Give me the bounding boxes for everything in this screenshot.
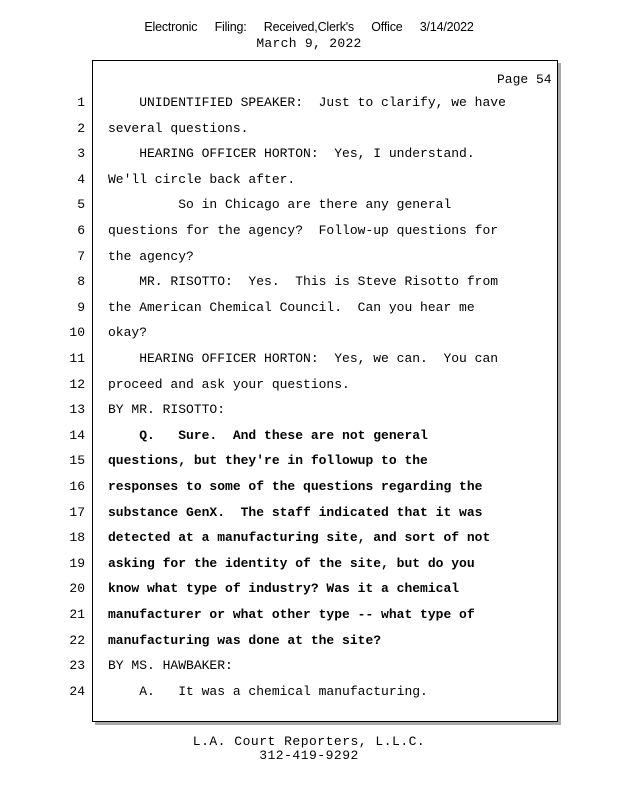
stamp-part: 3/14/2022 [419,20,474,34]
line-number: 20 [69,581,85,597]
transcript-line [0,477,618,497]
line-number: 14 [69,427,85,443]
line-text: the agency? [108,248,194,264]
page-number: Page 54 [497,72,552,87]
line-number: 17 [69,504,85,520]
transcript-line [0,323,618,343]
line-text: So in Chicago are there any general [108,197,452,213]
line-number: 6 [77,223,85,238]
electronic-filing-stamp [0,20,618,34]
line-number: 4 [77,171,85,187]
transcript-line [0,195,618,215]
line-text: MR. RISOTTO: Yes. This is Steve Risotto from [108,274,499,290]
line-text: manufacturing was done at the site? [108,632,382,648]
transcript-line [0,375,618,395]
reporter-company: L.A. Court Reporters, L.L.C. [192,734,426,749]
line-text: A. It was a chemical manufacturing. [108,683,428,699]
line-text: BY MR. RISOTTO: [108,402,226,418]
transcript-line [0,528,618,548]
line-number: 21 [69,607,85,622]
line-number: 18 [69,530,85,546]
line-text: We'll circle back after. [108,171,296,187]
reporter-phone: 312-419-9292 [259,748,359,763]
transcript-line [0,656,618,676]
line-text: detected at a manufacturing site, and sort of not [108,530,491,546]
line-number: 19 [69,555,85,571]
transcript-line [0,682,618,702]
transcript-line [0,554,618,574]
line-number: 7 [77,248,85,264]
transcript-line [0,144,618,164]
line-text: questions, but they're in followup to the [108,453,428,469]
stamp-part: Office [371,20,403,34]
line-number: 9 [77,299,85,315]
line-number: 3 [77,146,85,162]
line-text: several questions. [108,120,249,136]
stamp-part: Filing: [214,20,247,34]
line-text: questions for the agency? Follow-up questions for [108,223,499,238]
line-text: substance GenX. The staff indicated that it was [108,504,483,520]
line-text: BY MS. HAWBAKER: [108,658,233,674]
transcript-line [0,93,618,113]
line-text: okay? [108,325,148,341]
transcript-line [0,119,618,139]
transcript-line [0,272,618,292]
transcript-line [0,426,618,446]
line-text: the American Chemical Council. Can you hear me [108,299,475,315]
stamp-part: Received,Clerk's [263,20,354,34]
line-number: 24 [69,683,85,699]
transcript-line [0,247,618,267]
transcript-line [0,503,618,523]
stamp-part: Electronic [144,20,198,34]
transcript-line [0,605,618,625]
transcript-line [0,400,618,420]
line-number: 12 [69,376,85,392]
line-text: HEARING OFFICER HORTON: Yes, I understand. [108,146,475,162]
transcript-line [0,349,618,369]
transcript-line [0,451,618,471]
line-number: 5 [77,197,85,213]
line-text: HEARING OFFICER HORTON: Yes, we can. You can [108,351,499,366]
transcript-line [0,170,618,190]
line-text: know what type of industry? Was it a chemical [108,581,460,597]
line-number: 2 [77,120,85,136]
line-number: 16 [69,479,85,494]
line-number: 22 [69,632,85,648]
line-number: 23 [69,658,85,674]
transcript-line [0,298,618,318]
line-text: UNIDENTIFIED SPEAKER: Just to clarify, we have [108,95,506,110]
line-number: 13 [69,402,85,418]
line-text: Q. Sure. And these are not general [108,427,428,443]
transcript-date: March 9, 2022 [256,36,362,51]
line-number: 8 [77,274,85,290]
line-number: 11 [69,351,85,366]
line-text: responses to some of the questions regarding the [108,479,483,494]
line-number: 10 [69,325,85,341]
line-text: asking for the identity of the site, but do you [108,555,475,571]
line-number: 1 [77,95,85,110]
line-text: proceed and ask your questions. [108,376,350,392]
line-number: 15 [69,453,85,469]
transcript-line [0,579,618,599]
transcript-line [0,631,618,651]
line-text: manufacturer or what other type -- what type of [108,607,475,622]
transcript-line [0,221,618,241]
